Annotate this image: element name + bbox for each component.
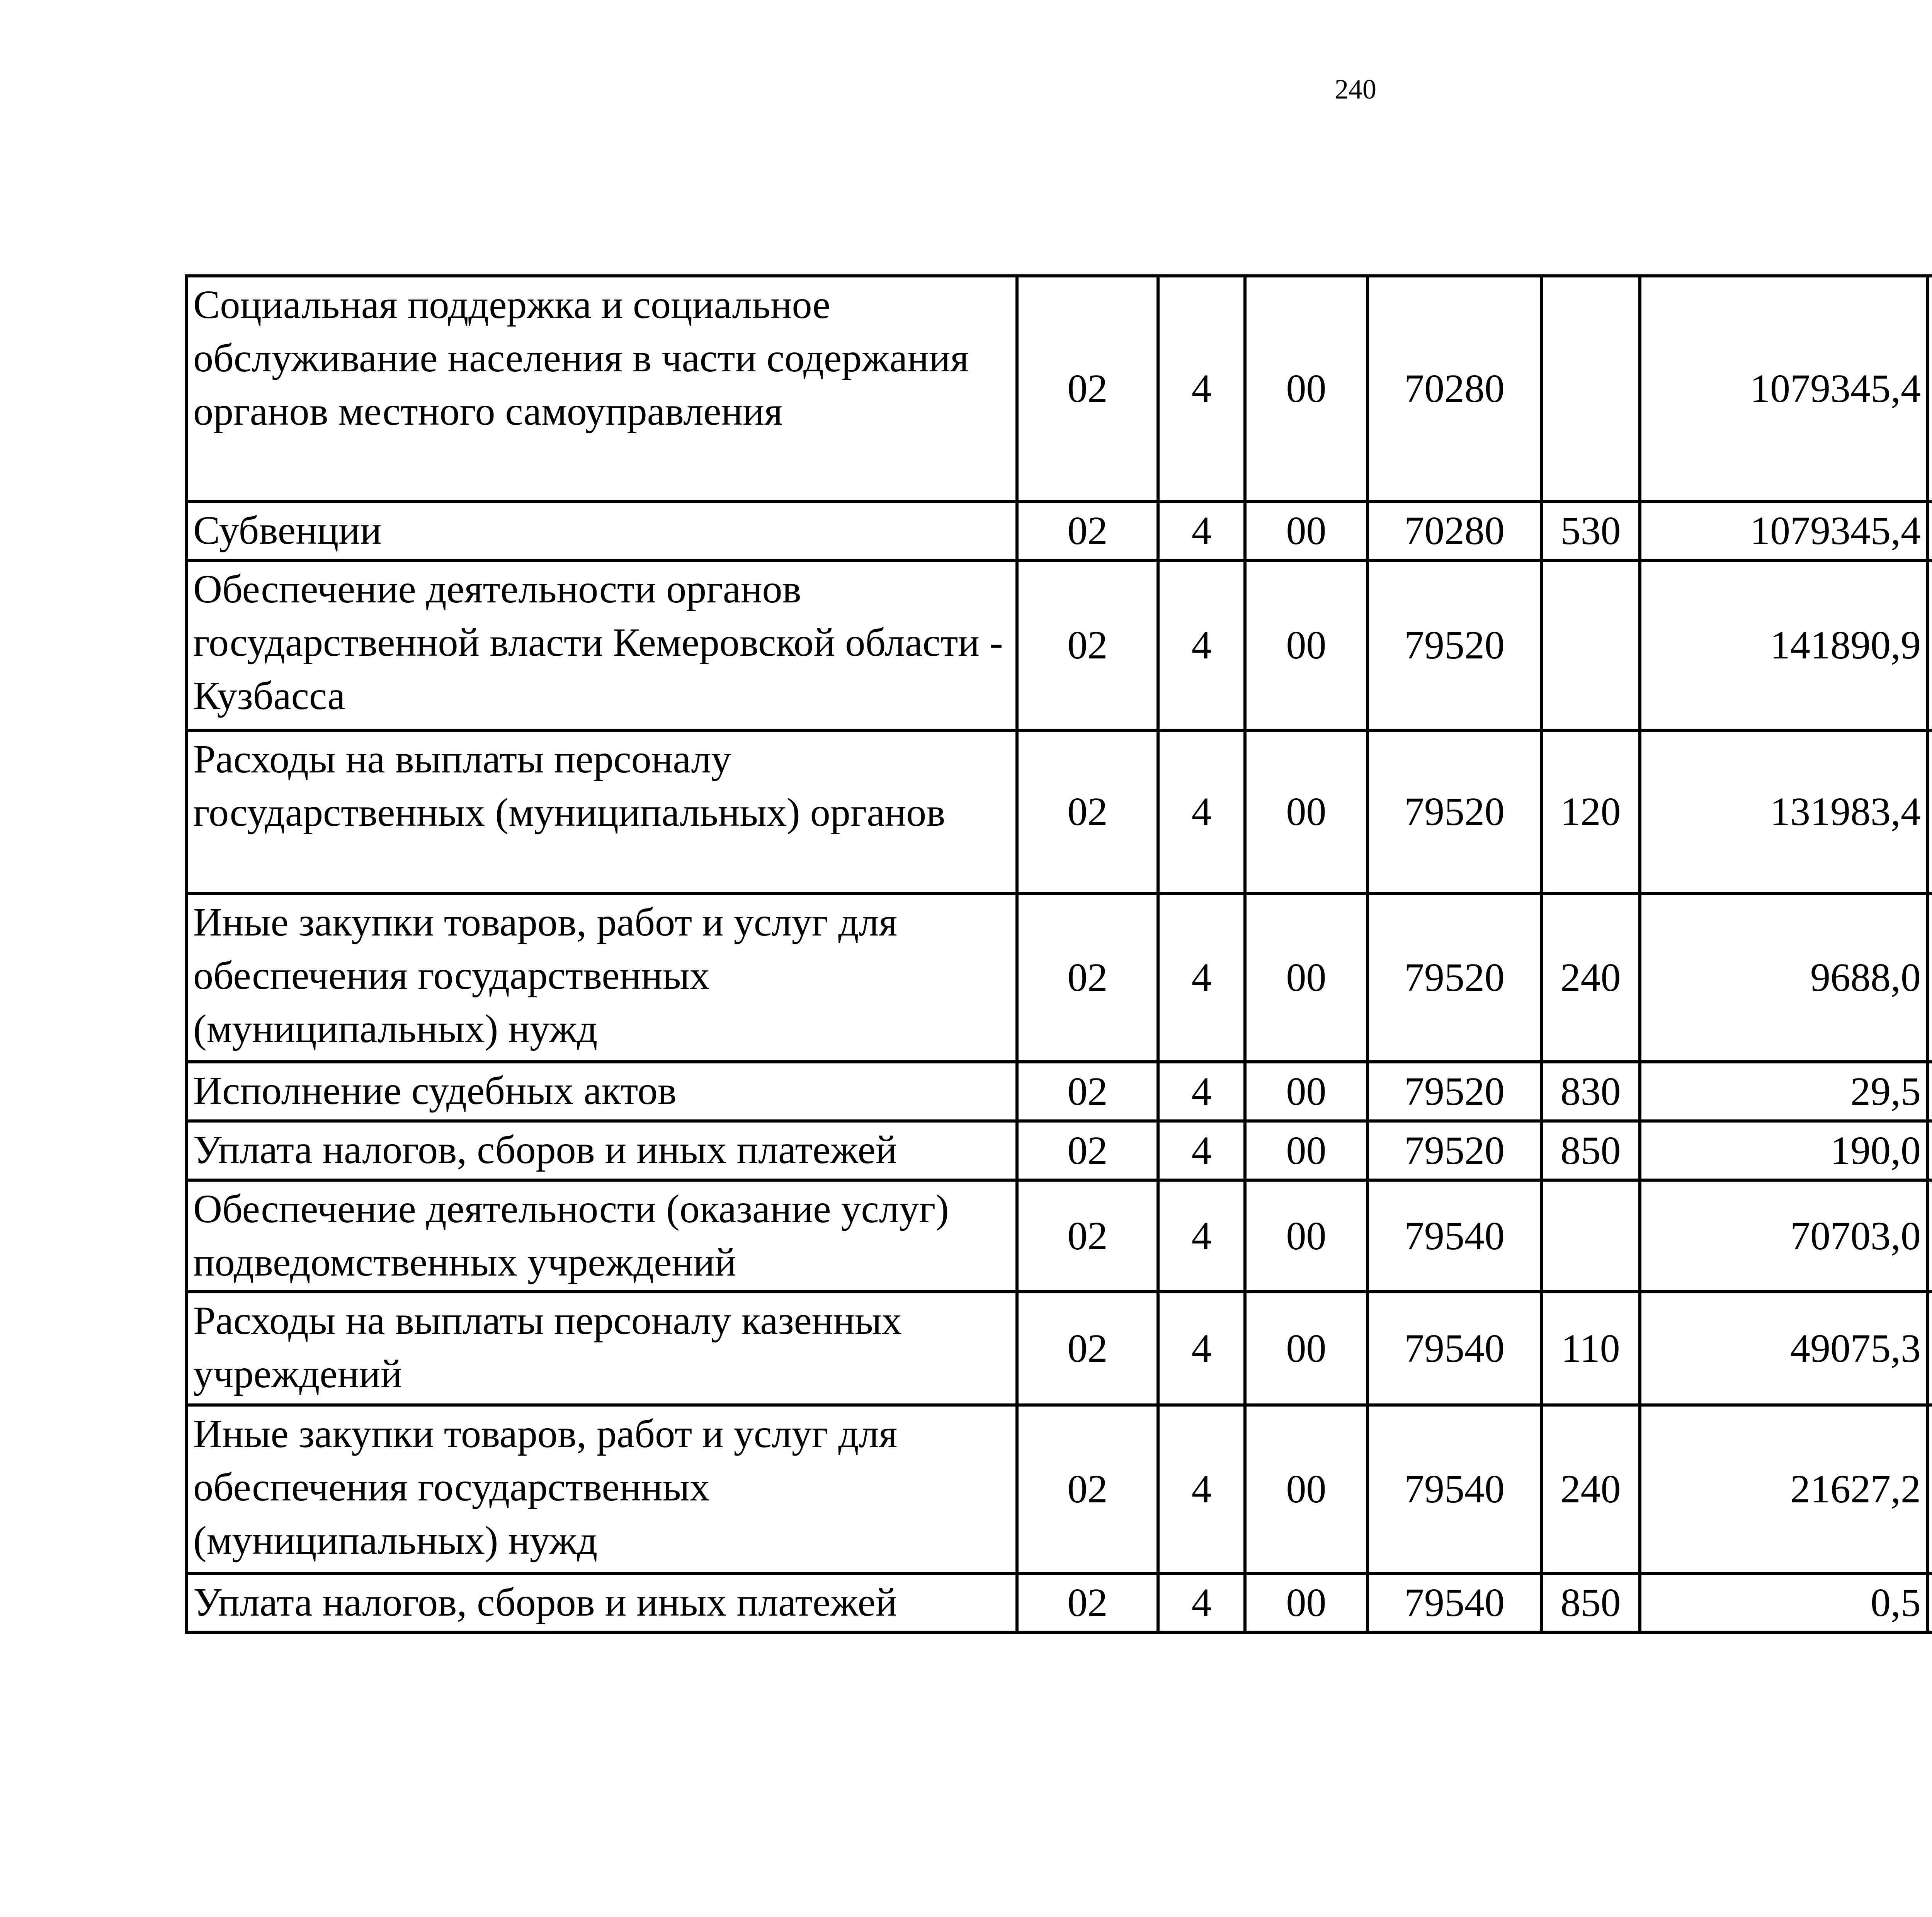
amount-cell-2 bbox=[1928, 1292, 1932, 1405]
section-code-cell: 02 bbox=[1017, 1573, 1158, 1632]
program-code-cell: 4 bbox=[1158, 1180, 1245, 1292]
amount-cell-2 bbox=[1928, 560, 1932, 730]
amount-cell-1: 29,5 bbox=[1640, 1062, 1928, 1121]
amount-cell-1: 21627,2 bbox=[1640, 1405, 1928, 1573]
direction-code-cell: 79520 bbox=[1367, 730, 1541, 893]
table-row bbox=[186, 1573, 1932, 1632]
amount-cell-2 bbox=[1928, 1573, 1932, 1632]
program-code-cell: 4 bbox=[1158, 560, 1245, 730]
direction-code-cell: 79540 bbox=[1367, 1292, 1541, 1405]
direction-code-cell: 79540 bbox=[1367, 1573, 1541, 1632]
program-code-cell: 4 bbox=[1158, 893, 1245, 1062]
program-code-cell: 4 bbox=[1158, 276, 1245, 502]
amount-cell-2 bbox=[1928, 1121, 1932, 1180]
expense-name-cell: Обеспечение деятельности (оказание услуг) подведомственных учреждений bbox=[186, 1180, 1017, 1292]
amount-cell-2 bbox=[1928, 1405, 1932, 1573]
amount-cell-1: 131983,4 bbox=[1640, 730, 1928, 893]
amount-cell-1: 49075,3 bbox=[1640, 1292, 1928, 1405]
expense-type-cell: 830 bbox=[1541, 1062, 1640, 1121]
program-code-cell: 4 bbox=[1158, 1573, 1245, 1632]
program-code-cell: 4 bbox=[1158, 1121, 1245, 1180]
expense-type-cell: 110 bbox=[1541, 1292, 1640, 1405]
amount-cell-2 bbox=[1928, 502, 1932, 560]
amount-cell-1: 141890,9 bbox=[1640, 560, 1928, 730]
subprogram-code-cell: 00 bbox=[1245, 1062, 1367, 1121]
amount-cell-2 bbox=[1928, 1062, 1932, 1121]
expense-type-cell: 240 bbox=[1541, 893, 1640, 1062]
direction-code-cell: 79540 bbox=[1367, 1405, 1541, 1573]
direction-code-cell: 79520 bbox=[1367, 1062, 1541, 1121]
program-code-cell: 4 bbox=[1158, 1405, 1245, 1573]
expense-name-cell: Уплата налогов, сборов и иных платежей bbox=[186, 1573, 1017, 1632]
subprogram-code-cell: 00 bbox=[1245, 1405, 1367, 1573]
expense-type-cell bbox=[1541, 1180, 1640, 1292]
section-code-cell: 02 bbox=[1017, 1121, 1158, 1180]
amount-cell-1: 9688,0 bbox=[1640, 893, 1928, 1062]
section-code-cell: 02 bbox=[1017, 1292, 1158, 1405]
expense-name-cell: Социальная поддержка и социальное обслуживание населения в части содержания органов местного самоуправления bbox=[186, 276, 1017, 502]
expense-name-cell: Уплата налогов, сборов и иных платежей bbox=[186, 1121, 1017, 1180]
direction-code-cell: 79520 bbox=[1367, 1121, 1541, 1180]
amount-cell-1: 1079345,4 bbox=[1640, 502, 1928, 560]
amount-cell-1: 70703,0 bbox=[1640, 1180, 1928, 1292]
program-code-cell: 4 bbox=[1158, 502, 1245, 560]
table-row bbox=[186, 1121, 1932, 1180]
section-code-cell: 02 bbox=[1017, 276, 1158, 502]
amount-cell-1: 0,5 bbox=[1640, 1573, 1928, 1632]
expense-name-cell: Расходы на выплаты персоналу казенных учреждений bbox=[186, 1292, 1017, 1405]
section-code-cell: 02 bbox=[1017, 502, 1158, 560]
section-code-cell: 02 bbox=[1017, 1062, 1158, 1121]
table-row bbox=[186, 730, 1932, 893]
direction-code-cell: 79520 bbox=[1367, 893, 1541, 1062]
amount-cell-2 bbox=[1928, 730, 1932, 893]
amount-cell-1: 190,0 bbox=[1640, 1121, 1928, 1180]
budget-table bbox=[185, 274, 1932, 1634]
table-row bbox=[186, 893, 1932, 1062]
direction-code-cell: 70280 bbox=[1367, 276, 1541, 502]
expense-name-cell: Иные закупки товаров, работ и услуг для обеспечения государственных (муниципальных) нужд bbox=[186, 1405, 1017, 1573]
expense-type-cell: 850 bbox=[1541, 1573, 1640, 1632]
subprogram-code-cell: 00 bbox=[1245, 1573, 1367, 1632]
subprogram-code-cell: 00 bbox=[1245, 560, 1367, 730]
direction-code-cell: 79520 bbox=[1367, 560, 1541, 730]
amount-cell-2 bbox=[1928, 1180, 1932, 1292]
subprogram-code-cell: 00 bbox=[1245, 730, 1367, 893]
subprogram-code-cell: 00 bbox=[1245, 1292, 1367, 1405]
subprogram-code-cell: 00 bbox=[1245, 1121, 1367, 1180]
program-code-cell: 4 bbox=[1158, 1292, 1245, 1405]
expense-type-cell: 240 bbox=[1541, 1405, 1640, 1573]
expense-name-cell: Обеспечение деятельности органов государственной власти Кемеровской области - Кузбасса bbox=[186, 560, 1017, 730]
table-row bbox=[186, 276, 1932, 502]
table-row bbox=[186, 502, 1932, 560]
expense-type-cell bbox=[1541, 276, 1640, 502]
subprogram-code-cell: 00 bbox=[1245, 502, 1367, 560]
amount-cell-2 bbox=[1928, 893, 1932, 1062]
program-code-cell: 4 bbox=[1158, 730, 1245, 893]
expense-type-cell bbox=[1541, 560, 1640, 730]
expense-type-cell: 120 bbox=[1541, 730, 1640, 893]
table-row bbox=[186, 560, 1932, 730]
expense-name-cell: Иные закупки товаров, работ и услуг для обеспечения государственных (муниципальных) нужд bbox=[186, 893, 1017, 1062]
section-code-cell: 02 bbox=[1017, 560, 1158, 730]
amount-cell-2 bbox=[1928, 276, 1932, 502]
subprogram-code-cell: 00 bbox=[1245, 893, 1367, 1062]
table-row bbox=[186, 1405, 1932, 1573]
section-code-cell: 02 bbox=[1017, 1405, 1158, 1573]
table-row bbox=[186, 1062, 1932, 1121]
expense-name-cell: Исполнение судебных актов bbox=[186, 1062, 1017, 1121]
page-number: 240 bbox=[1335, 74, 1376, 105]
subprogram-code-cell: 00 bbox=[1245, 1180, 1367, 1292]
section-code-cell: 02 bbox=[1017, 893, 1158, 1062]
direction-code-cell: 70280 bbox=[1367, 502, 1541, 560]
section-code-cell: 02 bbox=[1017, 1180, 1158, 1292]
table-row bbox=[186, 1180, 1932, 1292]
program-code-cell: 4 bbox=[1158, 1062, 1245, 1121]
expense-type-cell: 850 bbox=[1541, 1121, 1640, 1180]
direction-code-cell: 79540 bbox=[1367, 1180, 1541, 1292]
subprogram-code-cell: 00 bbox=[1245, 276, 1367, 502]
expense-name-cell: Субвенции bbox=[186, 502, 1017, 560]
expense-name-cell: Расходы на выплаты персоналу государственных (муниципальных) органов bbox=[186, 730, 1017, 893]
expense-type-cell: 530 bbox=[1541, 502, 1640, 560]
table-row bbox=[186, 1292, 1932, 1405]
amount-cell-1: 1079345,4 bbox=[1640, 276, 1928, 502]
section-code-cell: 02 bbox=[1017, 730, 1158, 893]
